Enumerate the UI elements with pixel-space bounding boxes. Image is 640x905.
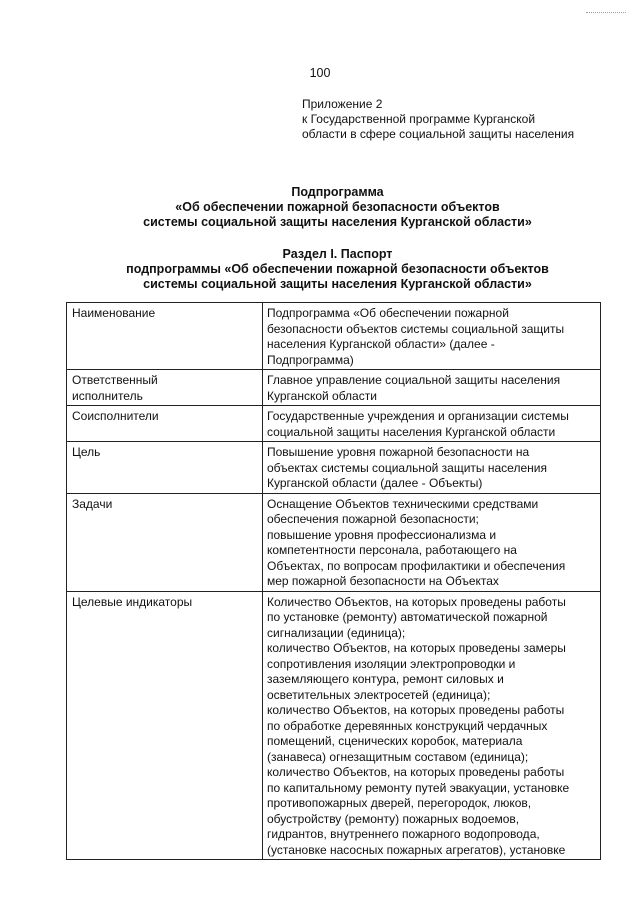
- title-line: «Об обеспечении пожарной безопасности объектов: [175, 200, 500, 214]
- page-number: 100: [309, 66, 331, 80]
- row-value-line: Государственные учреждения и организации системы: [267, 409, 569, 423]
- section-line: Раздел I. Паспорт: [282, 247, 393, 261]
- row-value-cell: [263, 370, 601, 406]
- row-value-line: (занавеса) огнезащитным составом (единица);: [267, 749, 529, 764]
- row-label-cell: [67, 406, 263, 442]
- row-value-line: по капитальному ремонту путей эвакуации, установке: [267, 780, 570, 795]
- row-value-line: объектах системы социальной защиты населения: [267, 460, 547, 475]
- row-value-line: населения Курганской области» (далее -: [267, 337, 495, 351]
- row-label-line: Ответственный: [72, 373, 158, 387]
- appendix-note: [302, 97, 632, 142]
- row-value-line: количество Объектов, на которых проведены замеры: [267, 641, 566, 655]
- table-row: [67, 442, 601, 494]
- table-row: [67, 406, 601, 442]
- title-line: системы социальной защиты населения Курганской области»: [143, 215, 532, 229]
- row-label-cell: [67, 442, 263, 494]
- section-line: подпрограммы «Об обеспечении пожарной безопасности объектов: [126, 262, 549, 276]
- table-row: [67, 370, 601, 406]
- row-value-line: помещений, сценических коробок, материала: [267, 734, 523, 748]
- row-value-cell: [263, 442, 601, 494]
- table-row: [67, 591, 601, 860]
- row-value-cell: [263, 493, 601, 591]
- appendix-line: Приложение 2: [302, 97, 383, 111]
- section-heading: [60, 247, 615, 292]
- row-value-line: обеспечения пожарной безопасности;: [267, 512, 479, 526]
- section-line: системы социальной защиты населения Курганской области»: [143, 277, 532, 291]
- table-row: [67, 493, 601, 591]
- table-row: [67, 303, 601, 370]
- row-value-line: осветительных электросетей (единица);: [267, 687, 491, 702]
- passport-table: [66, 302, 601, 860]
- row-value-line: сигнализации (единица);: [267, 625, 406, 640]
- row-value-line: количество Объектов, на которых проведены работы: [267, 765, 565, 779]
- row-value-line: Повышение уровня пожарной безопасности на: [267, 445, 530, 459]
- row-value-line: Главное управление социальной защиты населения: [267, 373, 561, 387]
- row-value-line: сопротивления изоляции электропроводки и: [267, 656, 516, 671]
- row-value-line: Количество Объектов, на которых проведены работы: [267, 594, 566, 609]
- row-value-line: социальной защиты населения Курганской области: [267, 424, 556, 439]
- row-label-line: исполнитель: [72, 388, 143, 403]
- row-value-line: (установке насосных пожарных агрегатов), установке: [267, 842, 566, 857]
- row-value-line: мер пожарной безопасности на Объектах: [267, 574, 499, 588]
- row-label-line: Соисполнители: [72, 409, 159, 423]
- row-value-line: противопожарных дверей, перегородок, люков,: [267, 796, 532, 810]
- row-value-line: количество Объектов, на которых проведены работы: [267, 703, 565, 717]
- row-value-cell: [263, 591, 601, 860]
- row-value-line: Курганской области: [267, 388, 377, 403]
- row-label-cell: [67, 370, 263, 406]
- row-label-line: Задачи: [72, 496, 113, 511]
- subprogram-title: [60, 185, 615, 230]
- row-value-line: обустройству (ремонту) пожарных водоемов,: [267, 811, 520, 826]
- row-value-line: повышение уровня профессионализма и: [267, 527, 497, 542]
- row-label-cell: [67, 591, 263, 860]
- row-label-cell: [67, 303, 263, 370]
- scan-edge-mark: [586, 12, 626, 14]
- row-value-line: безопасности объектов системы социальной защиты: [267, 321, 565, 336]
- appendix-line: области в сфере социальной защиты населения: [302, 127, 575, 141]
- row-label-line: Цель: [72, 445, 101, 459]
- row-label-cell: [67, 493, 263, 591]
- row-value-cell: [263, 303, 601, 370]
- row-label-line: Целевые индикаторы: [72, 594, 193, 609]
- row-value-line: заземляющего контура, ремонт силовых и: [267, 672, 504, 686]
- row-label-line: Наименование: [72, 306, 156, 320]
- row-value-line: Подпрограмма): [267, 352, 354, 367]
- row-value-line: Курганской области (далее - Объекты): [267, 476, 483, 490]
- row-value-line: по установке (ремонту) автоматической пожарной: [267, 610, 548, 624]
- row-value-line: гидрантов, внутреннего пожарного водопровода,: [267, 827, 540, 841]
- appendix-line: к Государственной программе Курганской: [302, 112, 536, 126]
- row-value-cell: [263, 406, 601, 442]
- row-value-line: Объектах, по вопросам профилактики и обеспечения: [267, 558, 566, 573]
- row-value-line: компетентности персонала, работающего на: [267, 543, 517, 557]
- row-value-line: Подпрограмма «Об обеспечении пожарной: [267, 306, 509, 320]
- row-value-line: Оснащение Объектов техническими средствами: [267, 496, 539, 511]
- title-line: Подпрограмма: [291, 185, 384, 199]
- row-value-line: по обработке деревянных конструкций чердачных: [267, 718, 548, 733]
